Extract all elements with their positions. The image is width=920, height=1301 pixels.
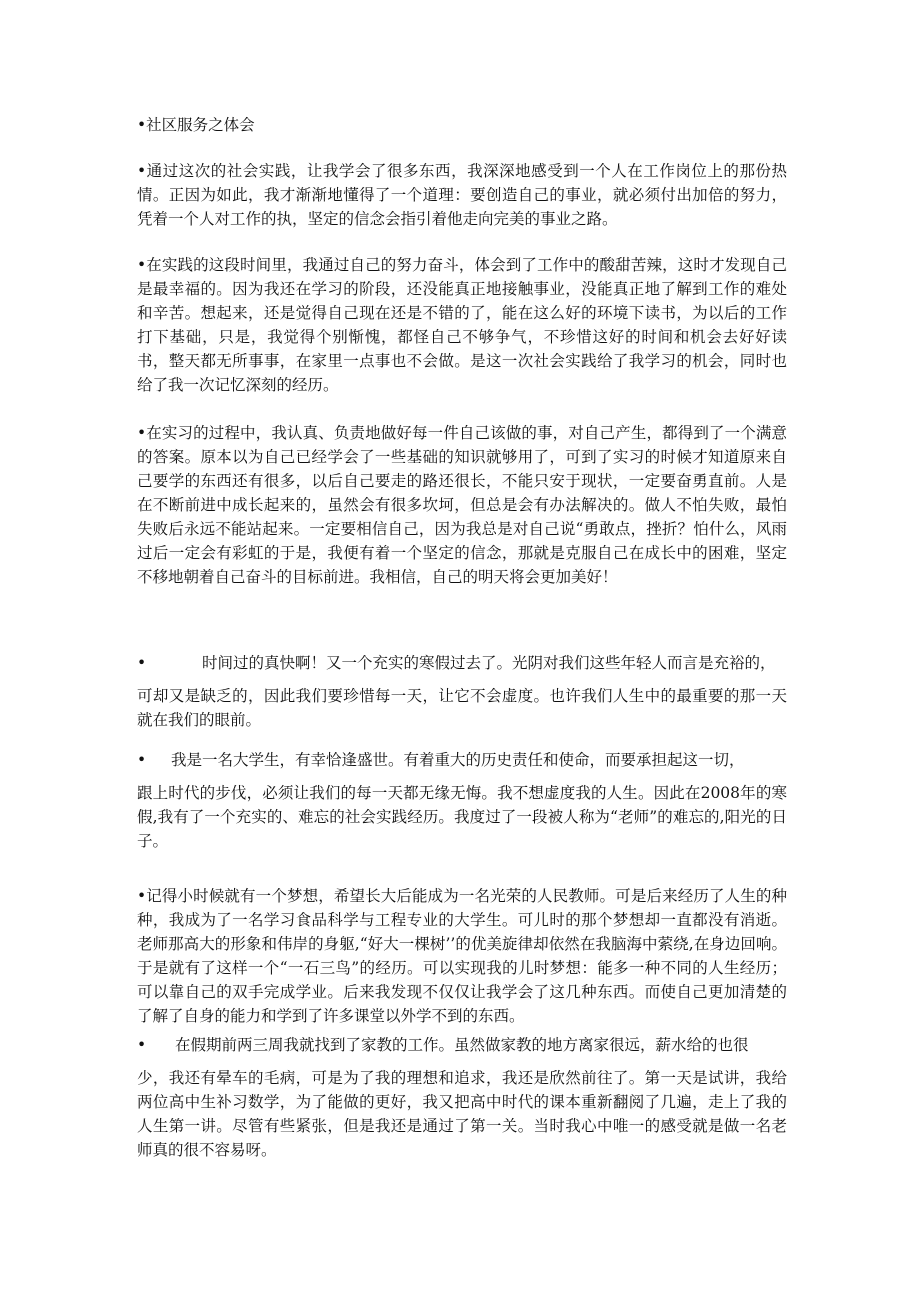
bullet: • bbox=[137, 751, 147, 769]
paragraph-4-lead: 时间过的真快啊！又一个充实的寒假过去了。光阴对我们这些年轻人而言是充裕的， bbox=[202, 654, 776, 672]
paragraph-7-body: 少，我还有晕车的毛病，可是为了我的理想和追求，我还是欣然前往了。第一天是试讲，我给两位高中生补习数学，为了能做的更好，我又把高中时代的课本重新翻阅了几遍，走上了我的人生第一讲。尽管有些紧张，但是我还是通过了第一关。当时我心中唯一的感受就是做一名老师真的很不容易呀。 bbox=[137, 1069, 787, 1159]
paragraph-3: •在实习的过程中，我认真、负责地做好每一件自己该做的事，对自己产生，都得到了一个满意的答案。原本以为自己已经学会了一些基础的知识就够用了，可到了实习的时候才知道原来自己要学的东西还有很多，以后自己要走的路还很长，不能只安于现状，一定要奋勇直前。人是在不断前进中成长起来的，虽然会有很多坎坷，但总是会有办法解决的。做人不怕失败，最怕失败后永远不能站起来。一定要相信自己，因为我总是对自己说“勇敢点，挫折？怕什么，风雨过后一定会有彩虹的于是，我便有着一个坚定的信念，那就是克服自己在成长中的困难，坚定不移地朝着自己奋斗的目标前进。我相信，自己的明天将会更加美好！ bbox=[137, 424, 787, 586]
bullet: • bbox=[137, 1036, 147, 1054]
paragraph-5-lead: 我是一名大学生，有幸恰逢盛世。有着重大的历史责任和使命，而要承担起这一切， bbox=[171, 751, 745, 769]
paragraph-2: •在实践的这段时间里，我通过自己的努力奋斗，体会到了工作中的酸甜苦辣，这时才发现自己是最幸福的。因为我还在学习的阶段，还没能真正地接触事业，没能真正地了解到工作的难处和辛苦。想起来，还是觉得自己现在还是不错的了，能在这么好的环境下读书，为以后的工作打下基础，只是，我觉得个别惭愧，都怪自己不够争气，不珍惜这好的时间和机会去好好读书，整天都无所事事，在家里一点事也不会做。是这一次社会实践给了我学习的机会，同时也给了我一次记忆深刻的经历。 bbox=[137, 256, 787, 394]
paragraph-5-first-line bbox=[137, 748, 745, 772]
paragraph-5-body: 跟上时代的步伐，必须让我们的每一天都无缘无悔。我不想虚度我的人生。因此在2008年的寒假,我有了一个充实的、难忘的社会实践经历。我度过了一段被人称为“老师”的难忘的,阳光的日子。 bbox=[137, 784, 787, 850]
paragraph-6: •记得小时候就有一个梦想，希望长大后能成为一名光荣的人民教师。可是后来经历了人生的种种，我成为了一名学习食品科学与工程专业的大学生。可儿时的那个梦想却一直都没有消逝。老师那高大的形象和伟岸的身躯,“好大一棵树’’的优美旋律却依然在我脑海中萦绕,在身边回响。于是就有了这样一个“一石三鸟”的经历。可以实现我的儿时梦想：能多一种不同的人生经历；可以靠自己的双手完成学业。后来我发现不仅仅让我学会了这几种东西。而使自己更加清楚的了解了自身的能力和学到了许多课堂以外学不到的东西。 bbox=[137, 887, 787, 1025]
paragraph-7-first-line bbox=[137, 1033, 749, 1057]
section-title: •社区服务之体会 bbox=[137, 116, 255, 134]
paragraph-4-body: 可却又是缺乏的，因此我们要珍惜每一天，让它不会虚度。也许我们人生中的最重要的那一天就在我们的眼前。 bbox=[137, 687, 787, 729]
paragraph-7-lead: 在假期前两三周我就找到了家教的工作。虽然做家教的地方离家很远，薪水给的也很 bbox=[175, 1036, 749, 1054]
bullet: • bbox=[137, 654, 147, 672]
paragraph-4-first-line bbox=[137, 651, 776, 675]
paragraph-1: •通过这次的社会实践，让我学会了很多东西，我深深地感受到一个人在工作岗位上的那份热情。正因为如此，我才渐渐地懂得了一个道理：要创造自己的事业，就必须付出加倍的努力，凭着一个人对工作的执，坚定的信念会指引着他走向完美的事业之路。 bbox=[137, 162, 787, 228]
